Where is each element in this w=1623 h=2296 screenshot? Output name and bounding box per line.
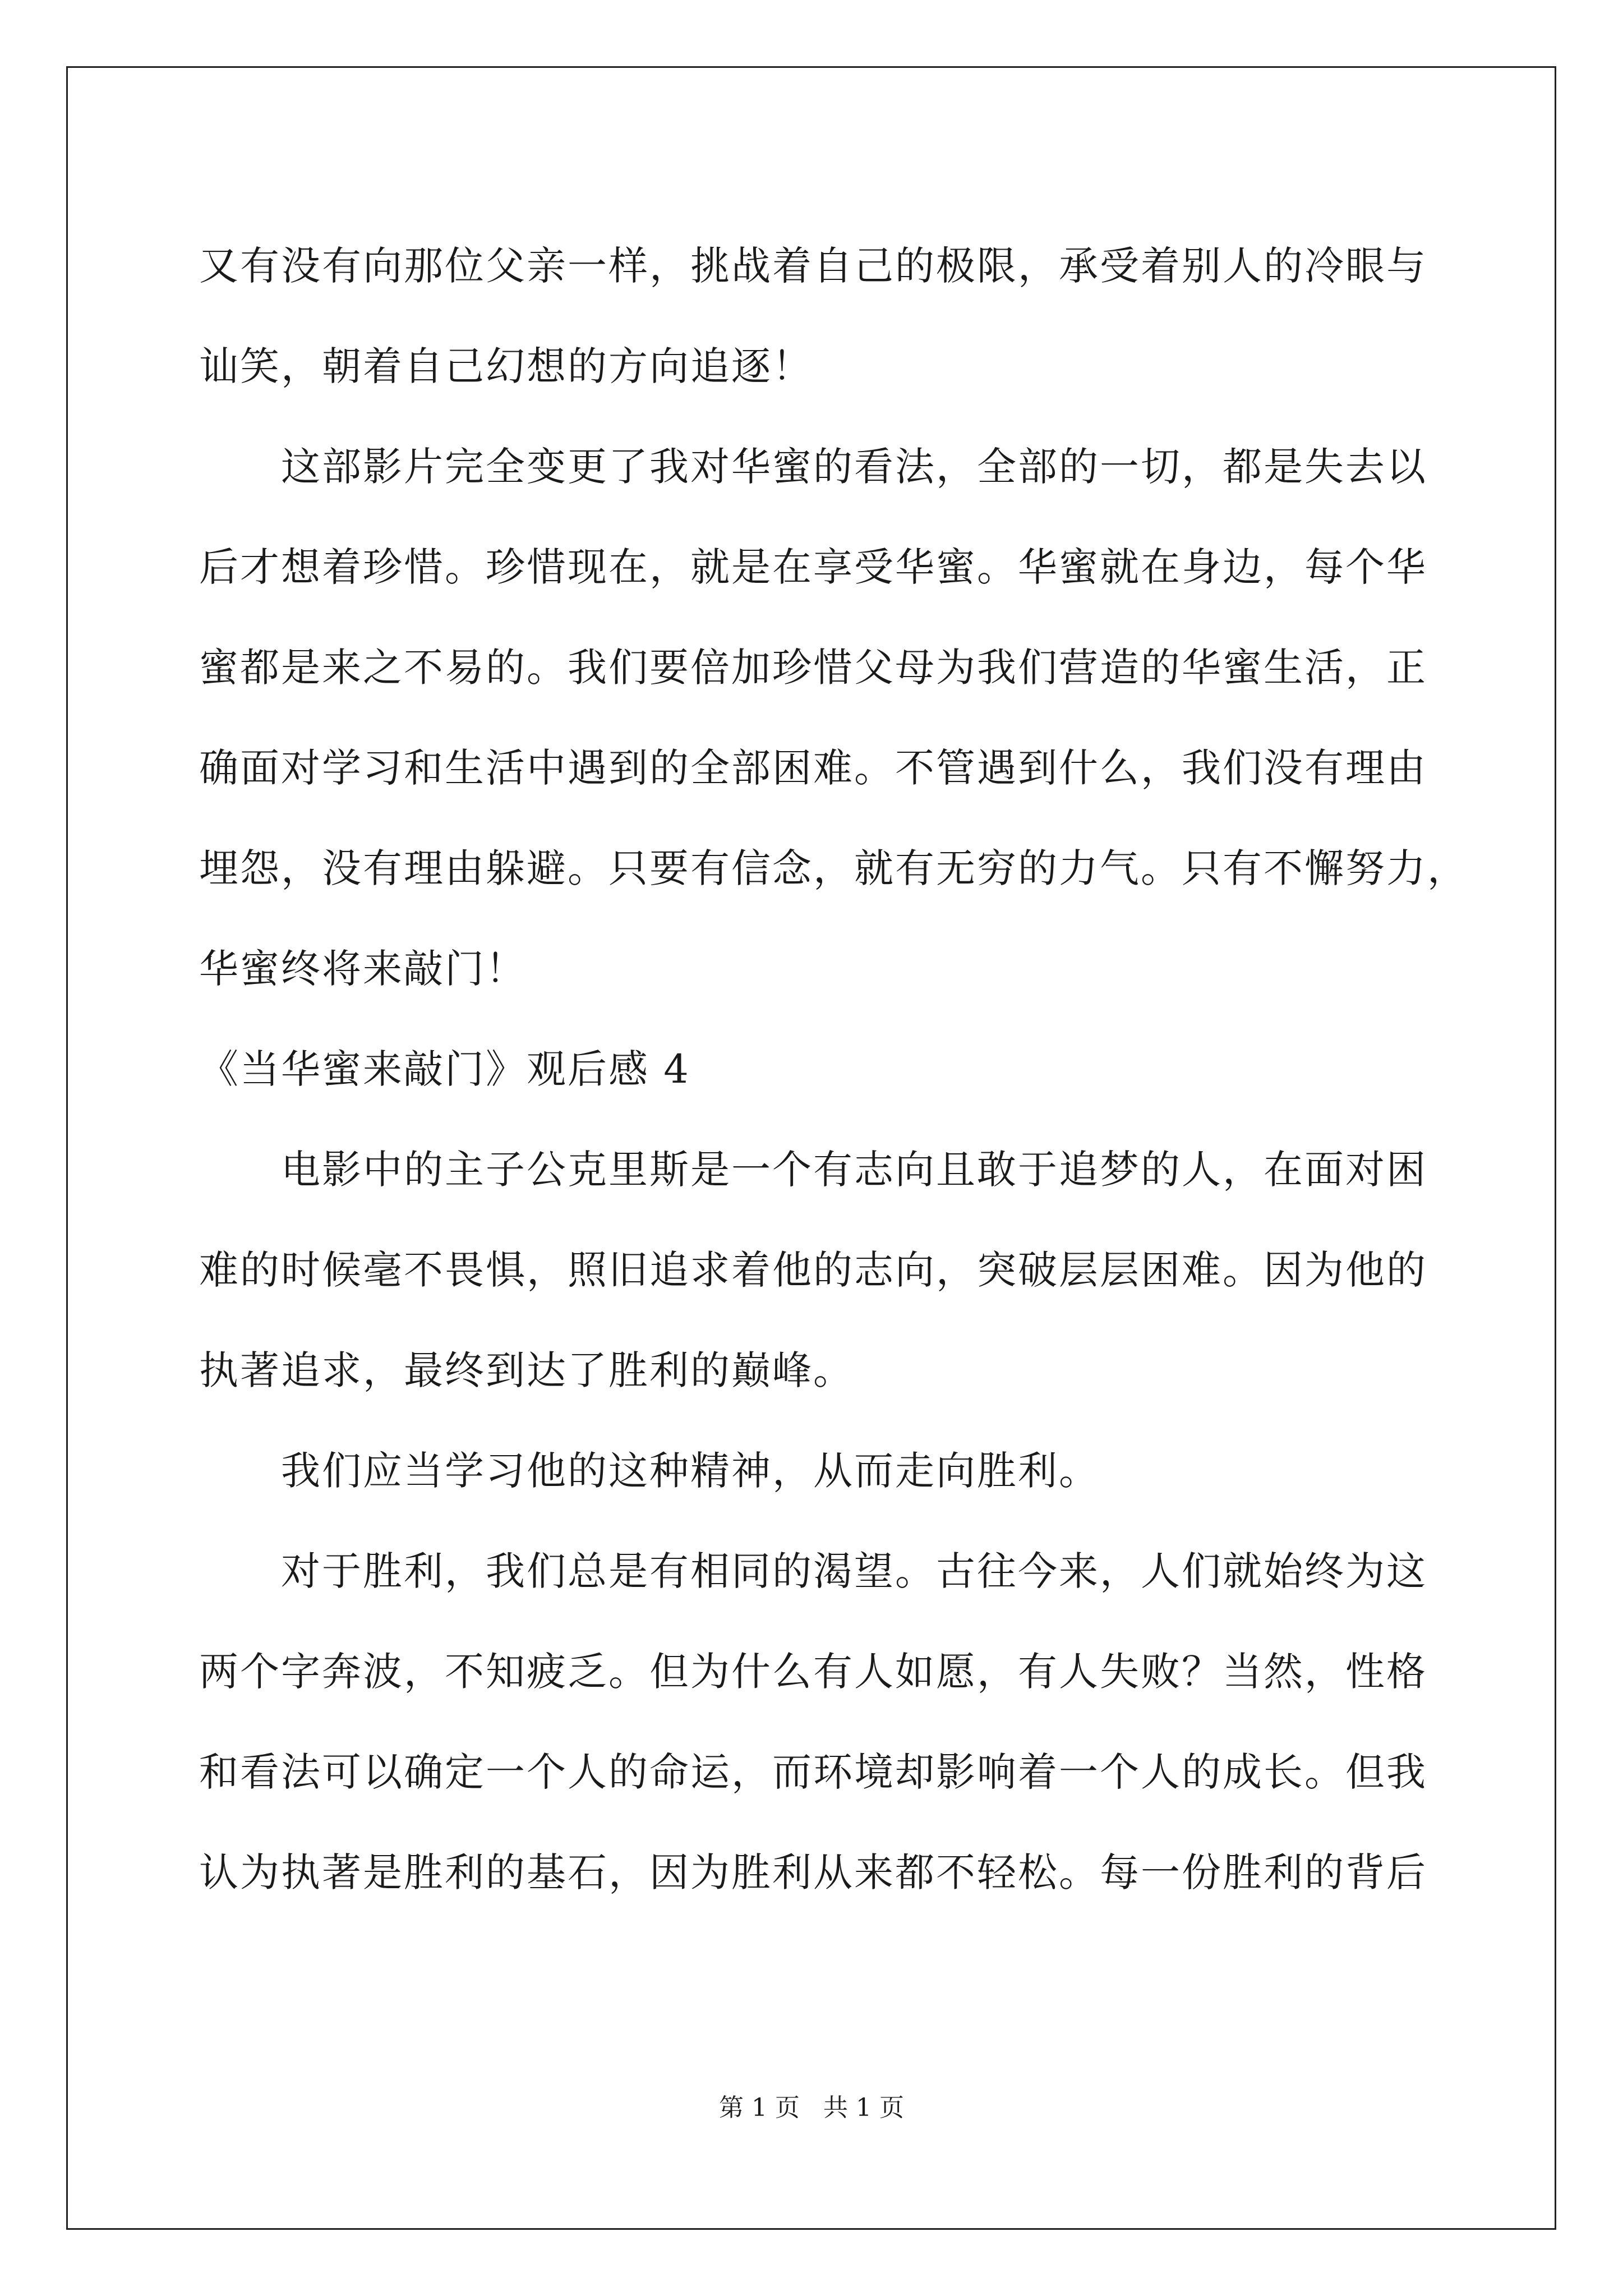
paragraph-first-line: 对于胜利，我们总是有相同的渴望。古往今来，人们就始终为这 [281,1548,1427,1594]
text-line: 讪笑，朝着自己幻想的方向追逐！ [199,343,813,389]
text-line: 执著追求，最终到达了胜利的巅峰。 [199,1347,854,1393]
text-line: 确面对学习和生活中遇到的全部困难。不管遇到什么，我们没有理由 [199,745,1427,791]
text-line: 难的时候毫不畏惧，照旧追求着他的志向，突破层层困难。因为他的 [199,1247,1427,1293]
paragraph-first-line: 这部影片完全变更了我对华蜜的看法，全部的一切，都是失去以 [281,444,1427,490]
text-line: 和看法可以确定一个人的命运，而环境却影响着一个人的成长。但我 [199,1749,1427,1795]
text-line: 埋怨，没有理由躲避。只要有信念，就有无穷的力气。只有不懈努力， [199,845,1468,891]
text-line: 两个字奔波，不知疲乏。但为什么有人如愿，有人失败？当然，性格 [199,1649,1427,1695]
text-line: 蜜都是来之不易的。我们要倍加珍惜父母为我们营造的华蜜生活，正 [199,645,1427,691]
text-line: 华蜜终将来敲门！ [199,946,527,992]
paragraph-first-line: 我们应当学习他的这种精神，从而走向胜利。 [281,1448,1100,1494]
page-number-footer: 第 1 页 共 1 页 [719,2093,904,2122]
paragraph-first-line: 电影中的主子公克里斯是一个有志向且敢于追梦的人，在面对困 [281,1147,1427,1193]
section-heading: 《当华蜜来敲门》观后感 4 [199,1046,690,1092]
text-line: 又有没有向那位父亲一样，挑战着自己的极限，承受着别人的冷眼与 [199,243,1427,289]
document-body [199,216,1468,1923]
text-line: 认为执著是胜利的基石，因为胜利从来都不轻松。每一份胜利的背后 [199,1849,1427,1895]
text-line: 后才想着珍惜。珍惜现在，就是在享受华蜜。华蜜就在身边，每个华 [199,544,1427,590]
